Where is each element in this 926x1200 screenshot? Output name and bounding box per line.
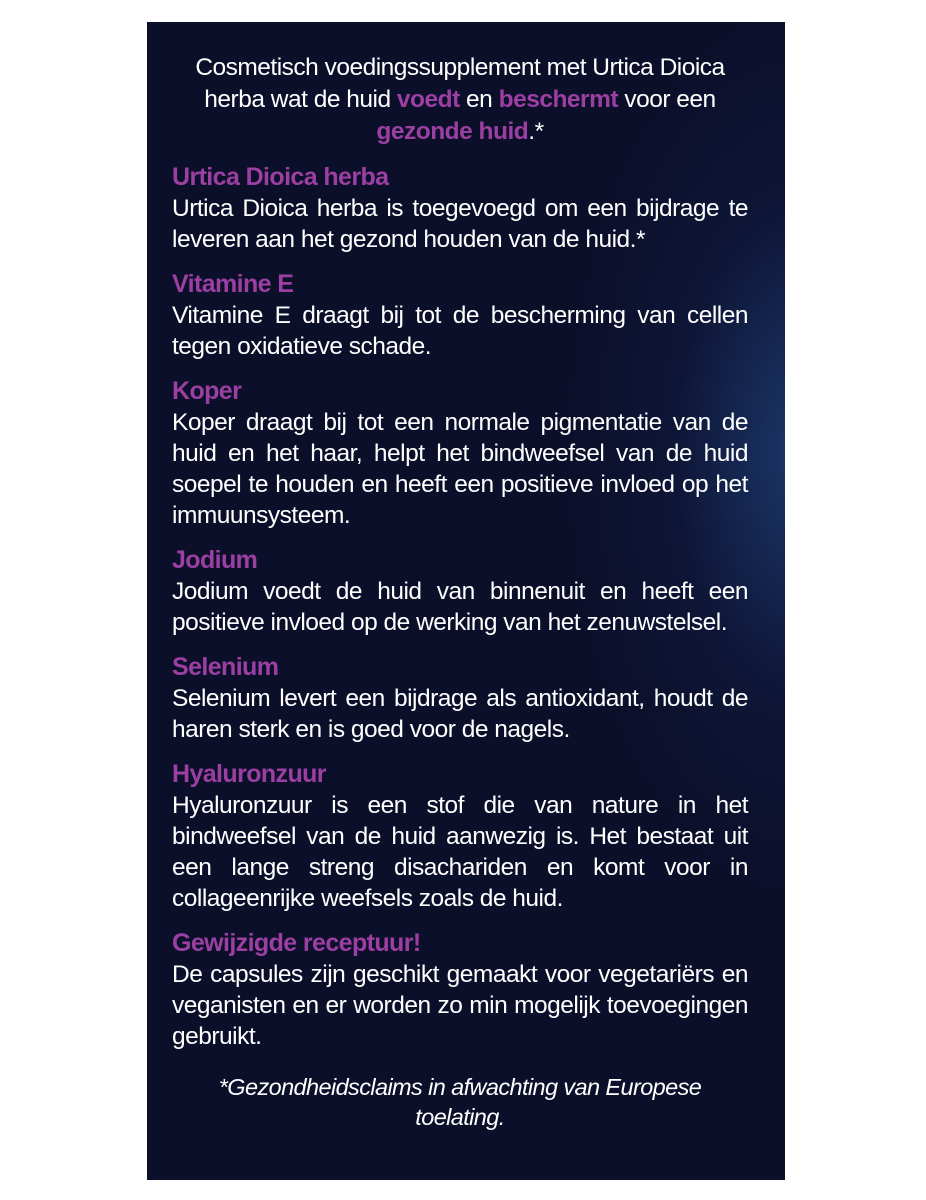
section-title: Selenium [172,653,279,681]
section-selenium [172,653,748,745]
section-urtica-dioica [172,163,748,255]
intro-part-3: voor een [618,86,716,113]
section-koper [172,377,748,531]
section-body: Hyaluronzuur is een stof die van nature in het bindweefsel van de huid aanwezig is. Het bestaat uit een lange streng disachariden en komt voor in collageenrijke weefsels zoals de huid. [172,792,748,912]
section-body: Jodium voedt de huid van binnenuit en heeft een positieve invloed op de werking van het zenuwstelsel. [172,578,748,636]
section-title: Gewijzigde receptuur! [172,929,421,957]
section-title: Koper [172,377,242,405]
section-body: De capsules zijn geschikt gemaakt voor vegetariërs en veganisten en er worden zo min mogelijk toevoegingen gebruikt. [172,961,748,1050]
section-body: Vitamine E draagt bij tot de bescherming van cellen tegen oxidatieve schade. [172,302,748,360]
intro-part-1: Cosmetisch voedingssupplement met Urtica Dioica herba wat de huid [195,54,725,113]
section-hyaluronzuur [172,760,748,914]
section-body: Urtica Dioica herba is toegevoegd om een bijdrage te leveren aan het gezond houden van de huid.* [172,195,748,253]
intro-highlight-gezonde-huid: gezonde huid [376,118,529,145]
section-body: Koper draagt bij tot een normale pigmentatie van de huid en het haar, helpt het bindweefsel van de huid soepel te houden en heeft een positieve invloed op het immuunsysteem. [172,409,748,529]
section-jodium [172,546,748,638]
section-title: Jodium [172,546,258,574]
section-title: Hyaluronzuur [172,760,326,788]
intro-part-4: .* [528,118,544,145]
section-vitamine-e [172,270,748,362]
footnote: *Gezondheidsclaims in afwachting van Europese toelating. [218,1074,702,1130]
section-title: Vitamine E [172,270,294,298]
section-body: Selenium levert een bijdrage als antioxidant, houdt de haren sterk en is goed voor de nagels. [172,685,748,743]
intro-highlight-beschermt: beschermt [498,86,619,113]
section-title: Urtica Dioica herba [172,163,389,191]
intro-text [172,52,748,148]
intro-highlight-voedt: voedt [396,86,460,113]
product-info-panel [147,22,785,1180]
intro-part-2: en [459,86,499,113]
section-gewijzigde-receptuur [172,929,748,1052]
